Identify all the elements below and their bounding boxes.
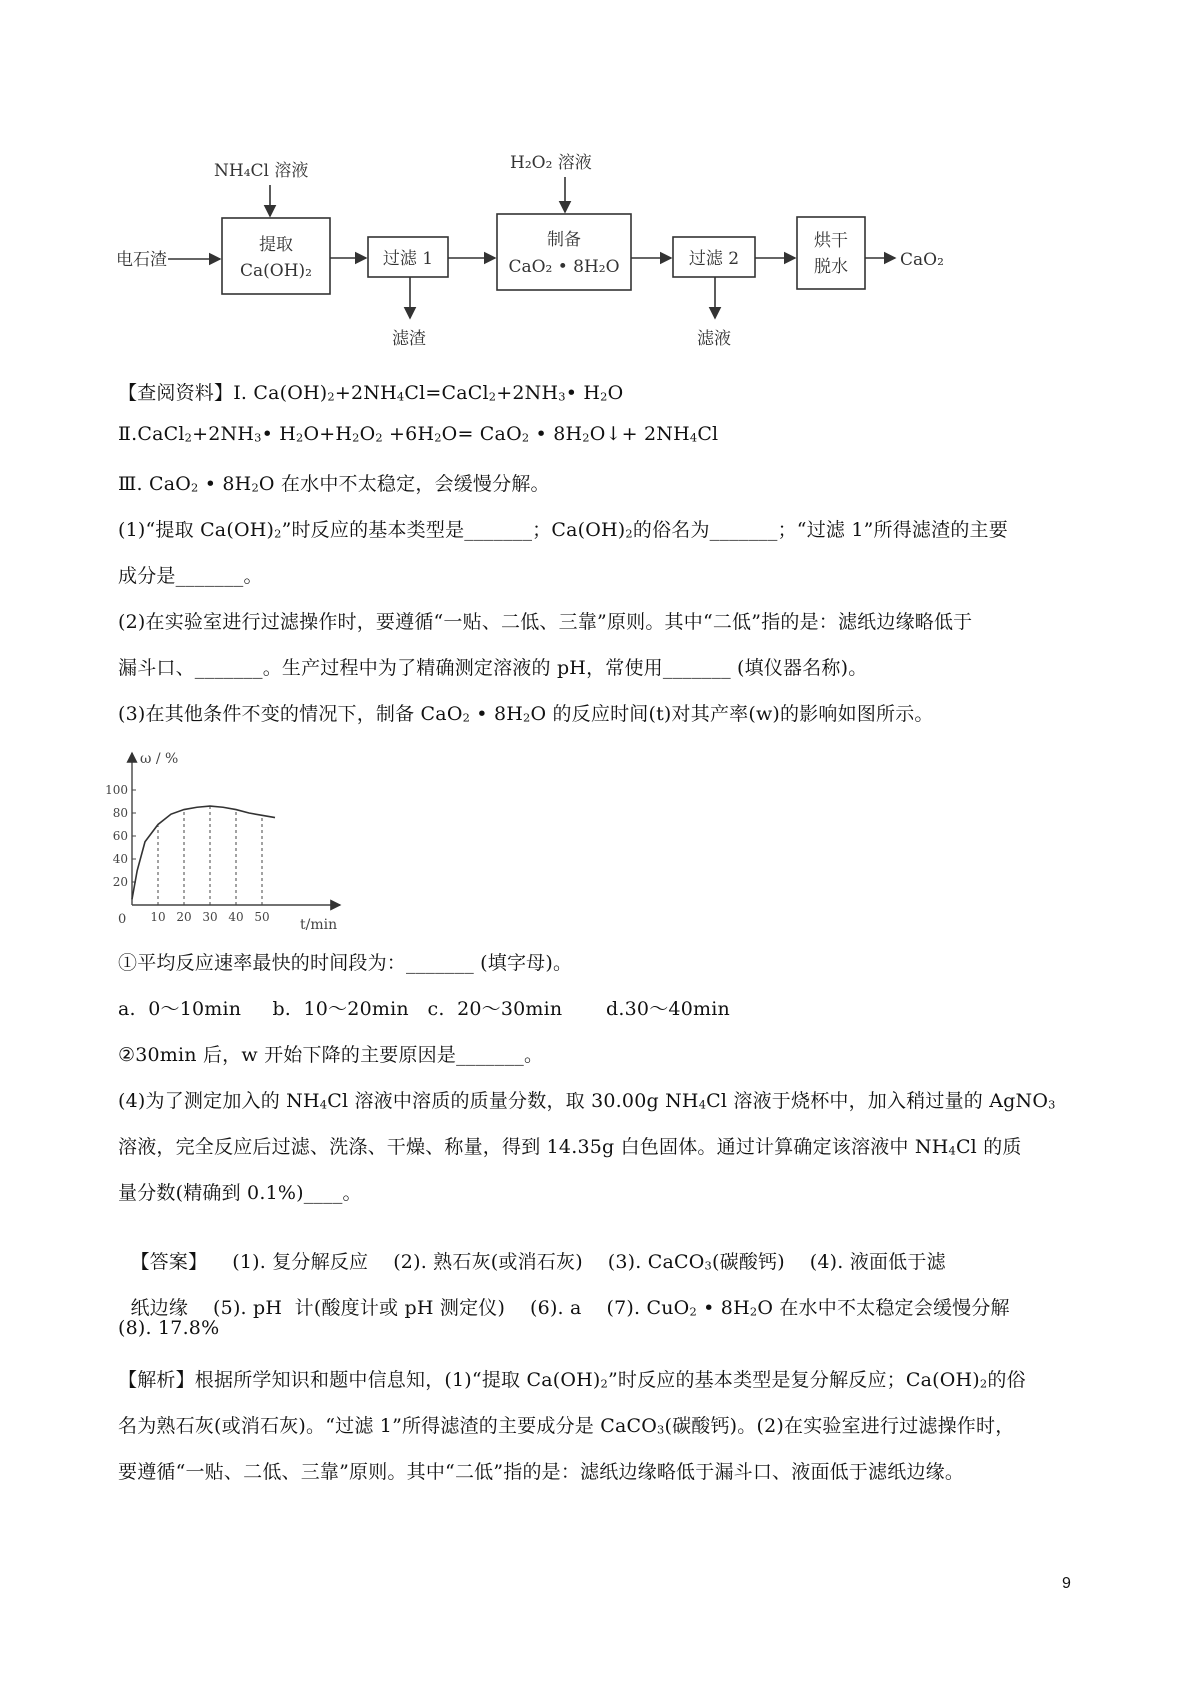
x-tick-label: 50: [254, 910, 270, 924]
box3-line1: 制备: [547, 230, 581, 250]
question-2-line1: (2)在实验室进行过滤操作时，要遵循“一贴、二低、三靠”原则。其中“二低”指的是：滤纸边缘略低于: [118, 611, 973, 633]
answer-line2: 纸边缘 (5). pH 计(酸度计或 pH 测定仪) (6). a (7). CuO$_2$ • $8H_2O$ 在水中不太稳定会缓慢分解: [130, 1297, 1010, 1319]
reference-note-3: Ⅲ. CaO$_2$ • $8H_2O$ 在水中不太稳定，会缓慢分解。: [118, 473, 550, 495]
box5-line1: 烘干: [814, 231, 848, 251]
y-tick-label: 20: [112, 875, 128, 889]
question-4-line3: 量分数(精确到 0.1%)____。: [118, 1182, 362, 1204]
question-1-line2: 成分是_______。: [118, 565, 263, 587]
reference-eq-2: $Ⅱ.CaCl_2+2NH_3•$ $H_2O+H_2O_2 +6H_2O= CaO_2$ • $8H_2O↓+ 2NH_4Cl$: [118, 423, 719, 445]
box-prepare: [497, 214, 631, 290]
box3-line2: CaO₂ • 8H₂O: [508, 257, 620, 277]
x-axis-label: t/min: [300, 917, 338, 933]
process-flow-diagram: [0, 0, 1200, 360]
product-label: CaO₂: [900, 250, 944, 270]
box1-line1: 提取: [259, 235, 293, 255]
question-4-line1: (4)为了测定加入的 $NH_4Cl$ 溶液中溶质的质量分数，取 30.00g $NH_4Cl$ 溶液于烧杯中，加入稍过量的 AgNO$_3$: [118, 1090, 1056, 1112]
x-tick-label: 30: [202, 910, 218, 924]
x-tick-label: 20: [176, 910, 192, 924]
input-h2o2: H₂O₂ 溶液: [510, 153, 592, 173]
question-4-line2: 溶液，完全反应后过滤、洗涤、干燥、称量，得到 14.35g 白色固体。通过计算确定该溶液中 $NH_4Cl$ 的质: [118, 1136, 1022, 1158]
origin-label: 0: [118, 912, 127, 927]
answer-line3: (8). 17.8%: [118, 1317, 220, 1339]
y-tick-label: 80: [112, 806, 128, 820]
x-tick-label: 40: [228, 910, 244, 924]
answer-line1: 【答案】 (1). 复分解反应 (2). 熟石灰(或消石灰) (3). CaCO$_3$(碳酸钙) (4). 液面低于滤: [130, 1251, 946, 1273]
yield-curve: [132, 806, 275, 899]
input-nh4cl: NH₄Cl 溶液: [214, 161, 309, 181]
yield-vs-time-chart: [100, 745, 360, 935]
question-2-line2: 漏斗口、_______。生产过程中为了精确测定溶液的 pH，常使用_______ (填仪器名称)。: [118, 657, 868, 679]
analysis-line3: 要遵循“一贴、二低、三靠”原则。其中“二低”指的是：滤纸边缘略低于漏斗口、液面低于滤纸边缘。: [118, 1461, 965, 1483]
question-3-sub1: ①平均反应速率最快的时间段为：_______ (填字母)。: [118, 952, 573, 974]
y-tick-label: 60: [112, 829, 128, 843]
output-residue: 滤渣: [392, 329, 426, 349]
start-material: 电石渣: [116, 250, 167, 270]
page-number: 9: [1062, 1575, 1071, 1592]
reference-eq-1: 【查阅资料】I. $Ca(OH)_2+2NH_4Cl=CaCl_2+2NH_3•$ $H_2O$: [118, 382, 624, 404]
y-tick-label: 40: [112, 852, 128, 866]
question-3-options: a. 0～10min b. 10～20min c. 20～30min d.30～40min: [118, 998, 730, 1020]
question-1-line1: (1)“提取 $Ca(OH)_2$”时反应的基本类型是_______；$Ca(OH)_2$的俗名为_______；“过滤 1”所得滤渣的主要: [118, 519, 1008, 541]
box4-label: 过滤 2: [688, 249, 740, 269]
analysis-line2: 名为熟石灰(或消石灰)。“过滤 1”所得滤渣的主要成分是 CaCO$_3$(碳酸钙)。(2)在实验室进行过滤操作时，: [118, 1415, 1015, 1437]
x-tick-label: 10: [150, 910, 166, 924]
y-tick-label: 100: [105, 783, 128, 797]
box-dry: [797, 217, 865, 289]
box1-line2: Ca(OH)₂: [240, 261, 312, 281]
box2-label: 过滤 1: [382, 249, 434, 269]
question-3-line1: (3)在其他条件不变的情况下，制备 CaO$_2$ • $8H_2O$ 的反应时间(t)对其产率(w)的影响如图所示。: [118, 703, 934, 725]
analysis-line1: 【解析】根据所学知识和题中信息知，(1)“提取 $Ca(OH)_2$”时反应的基本类型是复分解反应；$Ca(OH)_2$的俗: [118, 1369, 1026, 1391]
question-3-sub2: ②30min 后，w 开始下降的主要原因是_______。: [118, 1044, 544, 1066]
y-axis-label: ω / %: [140, 751, 179, 767]
output-filtrate: 滤液: [697, 329, 731, 349]
box-extract: [222, 218, 330, 294]
box5-line2: 脱水: [814, 257, 848, 277]
